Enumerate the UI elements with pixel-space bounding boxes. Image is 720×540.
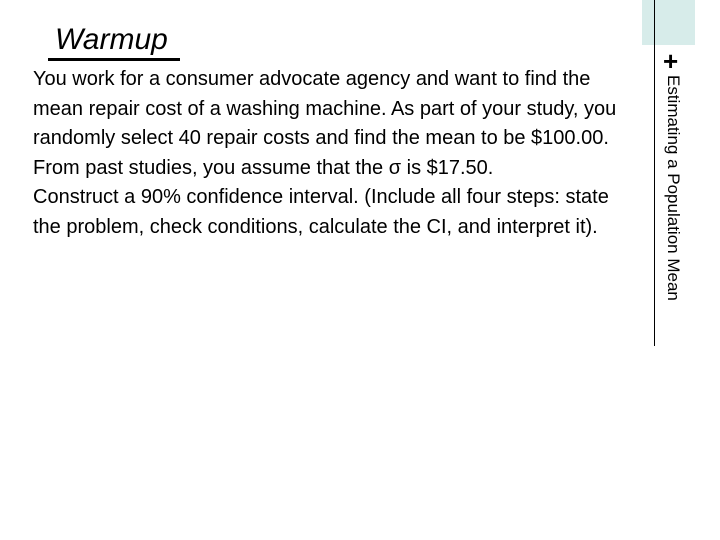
section-label: Estimating a Population Mean — [664, 75, 683, 301]
vertical-divider — [654, 0, 655, 346]
title-underline — [48, 58, 180, 61]
problem-statement: You work for a consumer advocate agency and want to find the mean repair cost of a washing machine. As part of your study, you randomly select 40 repair costs and find the mean to be $100.00. From past studies, you assume that the σ is $17.50. — [33, 68, 617, 179]
plus-icon: + — [663, 46, 679, 76]
slide-body — [33, 65, 633, 242]
slide-title: Warmup — [55, 23, 168, 56]
accent-block — [642, 0, 695, 45]
task-instructions: Construct a 90% confidence interval. (Include all four steps: state the problem, check conditions, calculate the CI, and interpret it). — [33, 186, 609, 238]
